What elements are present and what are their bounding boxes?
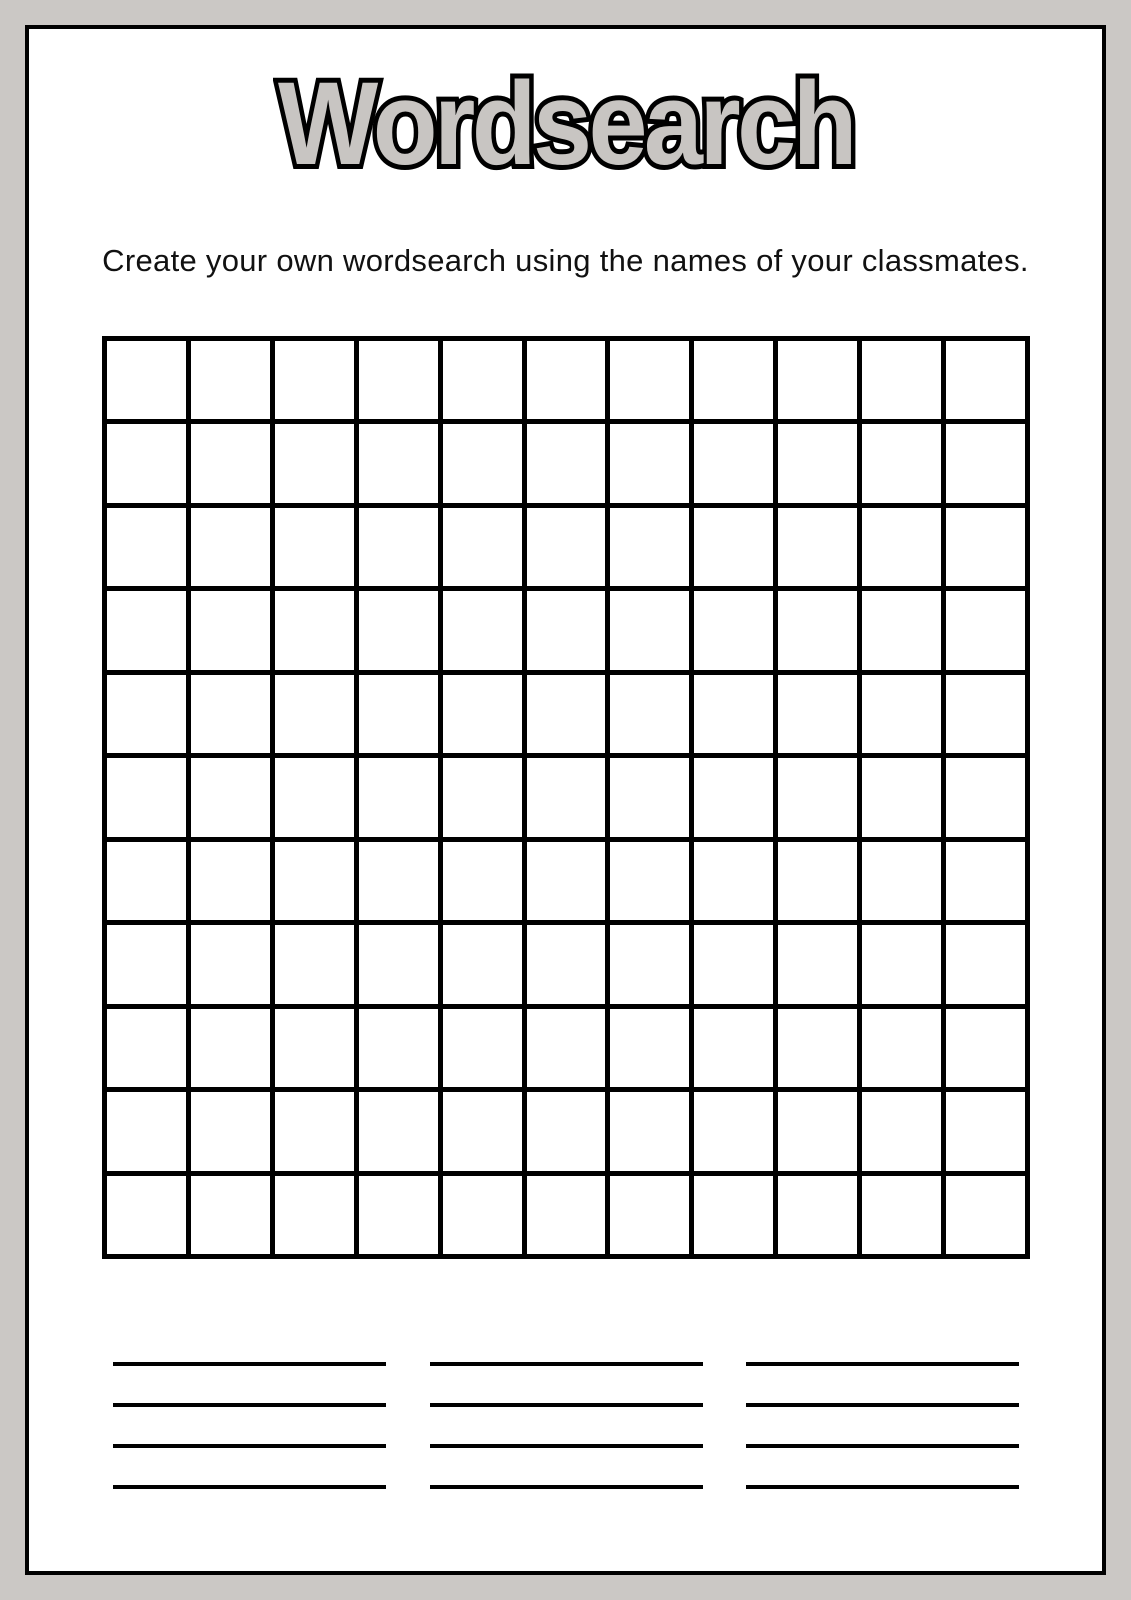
grid-cell[interactable]: [191, 758, 270, 836]
grid-cell[interactable]: [610, 675, 689, 753]
grid-cell[interactable]: [610, 842, 689, 920]
grid-cell[interactable]: [527, 925, 606, 1003]
grid-cell[interactable]: [946, 1092, 1025, 1170]
grid-cell[interactable]: [107, 758, 186, 836]
grid-cell[interactable]: [778, 842, 857, 920]
grid-cell[interactable]: [694, 1009, 773, 1087]
grid-cell[interactable]: [443, 341, 522, 419]
grid-cell[interactable]: [610, 758, 689, 836]
grid-cell[interactable]: [107, 591, 186, 669]
grid-cell[interactable]: [191, 508, 270, 586]
grid-cell[interactable]: [107, 1009, 186, 1087]
answer-line-column: [746, 1362, 1019, 1489]
grid-cell[interactable]: [191, 591, 270, 669]
grid-cell[interactable]: [527, 758, 606, 836]
grid-cell[interactable]: [527, 341, 606, 419]
answer-lines: [113, 1362, 1019, 1489]
grid-cell[interactable]: [443, 1176, 522, 1254]
grid-cell[interactable]: [527, 1009, 606, 1087]
grid-cell[interactable]: [946, 675, 1025, 753]
grid-cell[interactable]: [275, 1092, 354, 1170]
grid-cell[interactable]: [275, 341, 354, 419]
grid-cell[interactable]: [107, 1092, 186, 1170]
grid-cell[interactable]: [275, 1176, 354, 1254]
grid-cell[interactable]: [610, 424, 689, 502]
page-title-text: Wordsearch: [277, 58, 854, 190]
grid-cell[interactable]: [946, 508, 1025, 586]
grid-cell[interactable]: [862, 1176, 941, 1254]
grid-cell[interactable]: [527, 1176, 606, 1254]
grid-cell[interactable]: [359, 591, 438, 669]
grid-cell[interactable]: [862, 758, 941, 836]
grid-cell[interactable]: [862, 591, 941, 669]
answer-line[interactable]: [746, 1444, 1019, 1448]
grid-cell[interactable]: [275, 424, 354, 502]
grid-cell[interactable]: [107, 842, 186, 920]
grid-cell[interactable]: [862, 1092, 941, 1170]
grid-cell[interactable]: [694, 758, 773, 836]
grid-cell[interactable]: [359, 1092, 438, 1170]
answer-line[interactable]: [430, 1485, 703, 1489]
grid-cell[interactable]: [694, 1176, 773, 1254]
grid-cell[interactable]: [946, 1176, 1025, 1254]
grid-cell[interactable]: [359, 925, 438, 1003]
grid-cell[interactable]: [191, 1176, 270, 1254]
grid-cell[interactable]: [778, 341, 857, 419]
grid-cell[interactable]: [275, 758, 354, 836]
grid-cell[interactable]: [359, 508, 438, 586]
grid-cell[interactable]: [527, 1092, 606, 1170]
grid-cell[interactable]: [862, 341, 941, 419]
grid-cell[interactable]: [107, 925, 186, 1003]
grid-cell[interactable]: [610, 1009, 689, 1087]
grid-cell[interactable]: [359, 842, 438, 920]
grid-cell[interactable]: [275, 591, 354, 669]
grid-cell[interactable]: [191, 341, 270, 419]
wordsearch-grid: [102, 336, 1030, 1259]
grid-cell[interactable]: [527, 591, 606, 669]
grid-cell[interactable]: [946, 842, 1025, 920]
answer-line[interactable]: [113, 1444, 386, 1448]
grid-cell[interactable]: [778, 925, 857, 1003]
grid-cell[interactable]: [862, 1009, 941, 1087]
grid-cell[interactable]: [443, 508, 522, 586]
grid-cell[interactable]: [694, 842, 773, 920]
grid-cell[interactable]: [694, 675, 773, 753]
grid-cell[interactable]: [107, 1176, 186, 1254]
grid-cell[interactable]: [778, 508, 857, 586]
grid-cell[interactable]: [610, 508, 689, 586]
answer-line[interactable]: [430, 1444, 703, 1448]
grid-cell[interactable]: [443, 842, 522, 920]
grid-cell[interactable]: [946, 591, 1025, 669]
answer-line[interactable]: [746, 1485, 1019, 1489]
grid-cell[interactable]: [359, 675, 438, 753]
grid-cell[interactable]: [946, 758, 1025, 836]
grid-cell[interactable]: [107, 341, 186, 419]
grid-cell[interactable]: [443, 675, 522, 753]
grid-cell[interactable]: [527, 424, 606, 502]
grid-cell[interactable]: [610, 1092, 689, 1170]
grid-cell[interactable]: [694, 925, 773, 1003]
answer-line[interactable]: [746, 1362, 1019, 1366]
grid-cell[interactable]: [107, 424, 186, 502]
grid-cell[interactable]: [778, 1176, 857, 1254]
answer-line-column: [113, 1362, 386, 1489]
grid-cell[interactable]: [191, 675, 270, 753]
grid-cell[interactable]: [862, 508, 941, 586]
grid-cell[interactable]: [107, 508, 186, 586]
grid-cell[interactable]: [862, 925, 941, 1003]
grid-cell[interactable]: [275, 925, 354, 1003]
grid-cell[interactable]: [862, 675, 941, 753]
grid-cell[interactable]: [694, 341, 773, 419]
grid-cell[interactable]: [610, 591, 689, 669]
grid-cell[interactable]: [946, 1009, 1025, 1087]
instruction-text: Create your own wordsearch using the names of your classmates.: [102, 243, 1029, 278]
grid-cell[interactable]: [694, 424, 773, 502]
grid-cell[interactable]: [778, 1009, 857, 1087]
grid-cell[interactable]: [610, 1176, 689, 1254]
grid-cell[interactable]: [610, 341, 689, 419]
grid-cell[interactable]: [694, 591, 773, 669]
grid-cell[interactable]: [778, 675, 857, 753]
answer-line[interactable]: [430, 1362, 703, 1366]
grid-cell[interactable]: [275, 842, 354, 920]
answer-line-column: [430, 1362, 703, 1489]
answer-line[interactable]: [430, 1403, 703, 1407]
grid-cell[interactable]: [107, 675, 186, 753]
page-title: [29, 58, 1102, 190]
grid-cell[interactable]: [443, 758, 522, 836]
grid-cell[interactable]: [694, 1092, 773, 1170]
grid-cell[interactable]: [443, 1092, 522, 1170]
answer-line[interactable]: [113, 1485, 386, 1489]
grid-cell[interactable]: [862, 424, 941, 502]
grid-cell[interactable]: [527, 675, 606, 753]
answer-line[interactable]: [113, 1362, 386, 1366]
grid-cell[interactable]: [275, 508, 354, 586]
grid-cell[interactable]: [778, 1092, 857, 1170]
grid-cell[interactable]: [359, 341, 438, 419]
grid-cell[interactable]: [527, 842, 606, 920]
grid-cell[interactable]: [191, 1009, 270, 1087]
grid-cell[interactable]: [946, 341, 1025, 419]
grid-cell[interactable]: [527, 508, 606, 586]
grid-cell[interactable]: [443, 1009, 522, 1087]
grid-cell[interactable]: [191, 1092, 270, 1170]
grid-cell[interactable]: [191, 842, 270, 920]
worksheet-page: [25, 25, 1106, 1575]
answer-line[interactable]: [746, 1403, 1019, 1407]
grid-cell[interactable]: [443, 591, 522, 669]
grid-cell[interactable]: [359, 1009, 438, 1087]
grid-cell[interactable]: [443, 424, 522, 502]
grid-cell[interactable]: [778, 758, 857, 836]
grid-cell[interactable]: [694, 508, 773, 586]
grid-cell[interactable]: [191, 424, 270, 502]
grid-cell[interactable]: [359, 758, 438, 836]
grid-cell[interactable]: [359, 1176, 438, 1254]
grid-cell[interactable]: [359, 424, 438, 502]
grid-cell[interactable]: [275, 675, 354, 753]
grid-cell[interactable]: [946, 424, 1025, 502]
grid-cell[interactable]: [862, 842, 941, 920]
grid-cell[interactable]: [191, 925, 270, 1003]
grid-cell[interactable]: [610, 925, 689, 1003]
grid-cell[interactable]: [778, 591, 857, 669]
answer-line[interactable]: [113, 1403, 386, 1407]
grid-cell[interactable]: [778, 424, 857, 502]
grid-cell[interactable]: [275, 1009, 354, 1087]
grid-cell[interactable]: [946, 925, 1025, 1003]
grid-cell[interactable]: [443, 925, 522, 1003]
